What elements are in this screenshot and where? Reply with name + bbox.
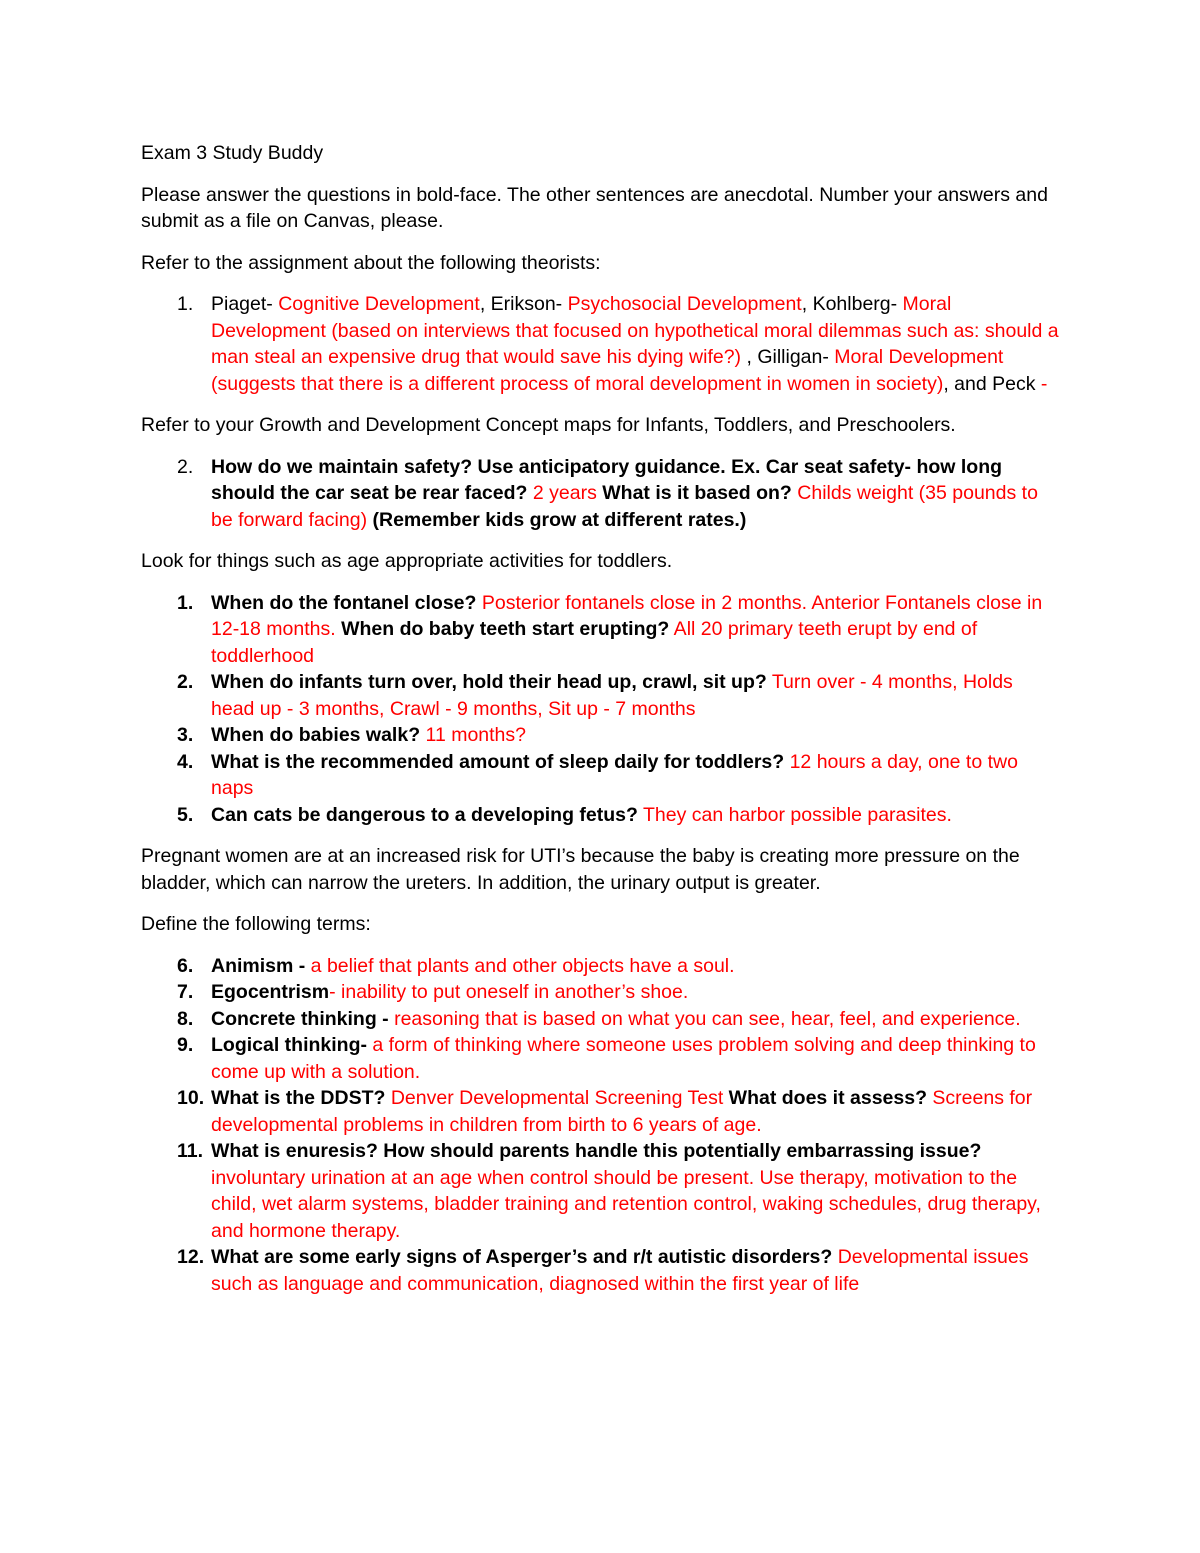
item-content [211,1138,1061,1244]
item-number: 8. [177,1007,194,1030]
item-content [211,1006,1061,1033]
question-text: Logical thinking- [211,1034,367,1056]
item-content [211,1085,1061,1138]
question-text: Animism - [211,954,306,977]
item-number: 11. [177,1140,204,1162]
list-item [141,1244,1061,1297]
list-item [141,953,1061,980]
list-item [141,749,1061,802]
item-number: 1. [177,293,194,315]
answer-text: reasoning that is based on what you can see, hear, feel, and experience. [388,1007,1021,1030]
list-item [141,1006,1061,1033]
instructions-paragraph: Please answer the questions in bold-face. The other sentences are anecdotal. Number your answers and submit as a file on Canvas, please. [141,183,1048,232]
terms-list [141,953,1061,1298]
item-number: 5. [177,803,194,826]
item-content [211,749,1061,802]
question-text: Concrete thinking - [211,1007,389,1030]
question-text: (Remember kids grow at different rates.) [372,508,747,531]
item-content [211,590,1061,670]
question-text: What is it based on? [602,482,792,504]
list-item [141,1085,1061,1138]
list-item [141,454,1061,534]
item-content [211,979,1061,1006]
question-text: When do baby teeth start erupting? [341,618,670,640]
question-text: What is the recommended amount of sleep daily for toddlers? [211,750,785,773]
item-content [211,454,1061,534]
item-content [211,1032,1061,1085]
answer-text: Developmental issues such as language and communication, diagnosed within the first year of life [211,1246,1029,1295]
question-text: What is the DDST? [211,1087,386,1109]
answer-text: a belief that plants and other objects have a soul. [305,954,735,977]
item-number: 6. [177,954,194,977]
answer-text: 11 months? [420,724,526,746]
answer-text: Screens for developmental problems in children from birth to 6 years of age. [211,1087,1033,1136]
body-text: Piaget- [211,293,273,315]
item-content [211,802,1061,829]
item-number: 7. [177,981,194,1003]
item-number: 2. [177,671,194,693]
item-content [211,722,1061,749]
item-content [211,669,1061,722]
list-item [141,1138,1061,1244]
item-number: 12. [177,1246,205,1268]
question-text: When do infants turn over, hold their head up, crawl, sit up? [211,671,767,693]
list-item [141,802,1061,829]
list-item [141,669,1061,722]
list-item [141,1032,1061,1085]
item-number: 10. [177,1087,205,1109]
answer-text: 2 years [527,482,603,504]
answer-text: They can harbor possible parasites. [637,803,952,826]
document-title: Exam 3 Study Buddy [141,142,324,164]
uti-paragraph: Pregnant women are at an increased risk for UTI’s because the baby is creating more pressure on the bladder, which can narrow the ureters. In addition, the urinary output is greater. [141,845,1020,894]
list-item [141,722,1061,749]
answer-text: Posterior fontanels close in 2 months. Anterior Fontanels close in 12-18 months. [211,591,1043,640]
item-number: 4. [177,750,194,773]
question-text: How do we maintain safety? Use anticipatory guidance. Ex. Car seat safety- how long should the car seat be rear faced? [211,455,1003,504]
answer-text: Childs weight (35 pounds to be forward facing) [211,482,1038,531]
question-text: When do babies walk? [211,724,421,746]
item-content [211,1244,1061,1297]
answer-text: Denver Developmental Screening Test [385,1087,729,1109]
concept-maps-intro: Refer to your Growth and Development Concept maps for Infants, Toddlers, and Preschoolers. [141,414,956,436]
body-text: , Kohlberg- [801,293,898,315]
body-text: , and Peck [943,372,1036,395]
define-terms-intro: Define the following terms: [141,913,371,935]
item-number: 1. [177,591,194,614]
item-number: 9. [177,1034,194,1056]
list-item [141,979,1061,1006]
safety-list [141,454,1061,534]
item-content [211,291,1061,397]
body-text: , Erikson- [479,293,563,315]
question-text: When do the fontanel close? [211,591,477,614]
answer-text: a form of thinking where someone uses problem solving and deep thinking to come up with a solution. [211,1034,1036,1083]
answer-text: Turn over - 4 months, Holds head up - 3 months, Crawl - 9 months, Sit up - 7 months [211,671,1013,720]
theorists-intro: Refer to the assignment about the following theorists: [141,251,601,274]
answer-text: - inability to put oneself in another’s shoe. [329,981,689,1003]
answer-text: 12 hours a day, one to two naps [211,750,1018,799]
answer-text: Psychosocial Development [562,293,802,315]
document-page [141,140,1061,1312]
answer-text: involuntary urination at an age when control should be present. Use therapy, motivation to the child, wet alarm systems, bladder training and retention control, waking schedules, drug therapy, and hormone therapy. [211,1166,1041,1242]
item-number: 2. [177,455,194,478]
theorists-list [141,291,1061,397]
question-text: Egocentrism [211,981,330,1003]
question-text: What are some early signs of Asperger’s and r/t autistic disorders? [211,1246,833,1268]
list-item [141,291,1061,397]
answer-text: Moral Development (suggests that there is a different process of moral development in women in society) [211,346,1004,395]
question-text: Can cats be dangerous to a developing fetus? [211,803,638,826]
answer-text: Moral Development (based on interviews that focused on hypothetical moral dilemmas such as: should a man steal an expensive drug that would save his dying wife?) [211,293,1059,368]
question-text: What is enuresis? How should parents handle this potentially embarrassing issue? [211,1140,982,1162]
activities-intro: Look for things such as age appropriate activities for toddlers. [141,550,673,572]
answer-text: All 20 primary teeth erupt by end of toddlerhood [211,618,978,667]
item-content [211,953,1061,980]
question-text: What does it assess? [728,1087,927,1109]
item-number: 3. [177,724,194,746]
answer-text: - [1035,372,1048,395]
answer-text: Cognitive Development [272,293,480,315]
list-item [141,590,1061,670]
body-text: , Gilligan- [741,346,829,368]
milestones-list [141,590,1061,829]
